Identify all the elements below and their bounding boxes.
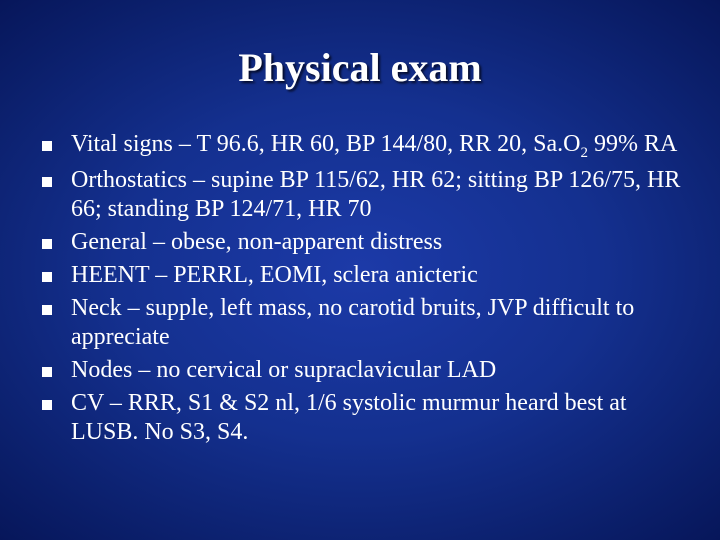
bullet-text: Vital signs – T 96.6, HR 60, BP 144/80, RR 20, Sa.O <box>71 131 581 157</box>
bullet-text: Neck – supple, left mass, no carotid bruits, JVP difficult to appreciate <box>71 295 635 350</box>
square-bullet-icon <box>42 305 52 315</box>
square-bullet-icon <box>42 367 52 377</box>
bullet-item-orthostatics <box>42 166 682 224</box>
square-bullet-icon <box>42 239 52 249</box>
bullet-item-neck <box>42 294 682 352</box>
square-bullet-icon <box>42 177 52 187</box>
bullet-item-general <box>42 228 682 257</box>
bullet-text: HEENT – PERRL, EOMI, sclera anicteric <box>71 262 478 288</box>
bullet-text: CV – RRR, S1 & S2 nl, 1/6 systolic murmur heard best at LUSB. No S3, S4. <box>71 390 627 445</box>
subscript-text: 2 <box>580 145 589 161</box>
bullet-item-cv <box>42 389 682 447</box>
square-bullet-icon <box>42 272 52 282</box>
bullet-item-vital-signs <box>42 130 682 162</box>
bullet-text: Nodes – no cervical or supraclavicular LAD <box>71 357 497 383</box>
square-bullet-icon <box>42 141 52 151</box>
slide-title: Physical exam <box>238 45 482 90</box>
bullet-list <box>42 130 682 451</box>
bullet-text: General – obese, non-apparent distress <box>71 229 443 255</box>
bullet-text: Orthostatics – supine BP 115/62, HR 62; sitting BP 126/75, HR 66; standing BP 124/71, HR 70 <box>71 167 681 222</box>
square-bullet-icon <box>42 400 52 410</box>
bullet-item-nodes <box>42 356 682 385</box>
bullet-item-heent <box>42 261 682 290</box>
bullet-text-continued: 99% RA <box>588 131 678 157</box>
